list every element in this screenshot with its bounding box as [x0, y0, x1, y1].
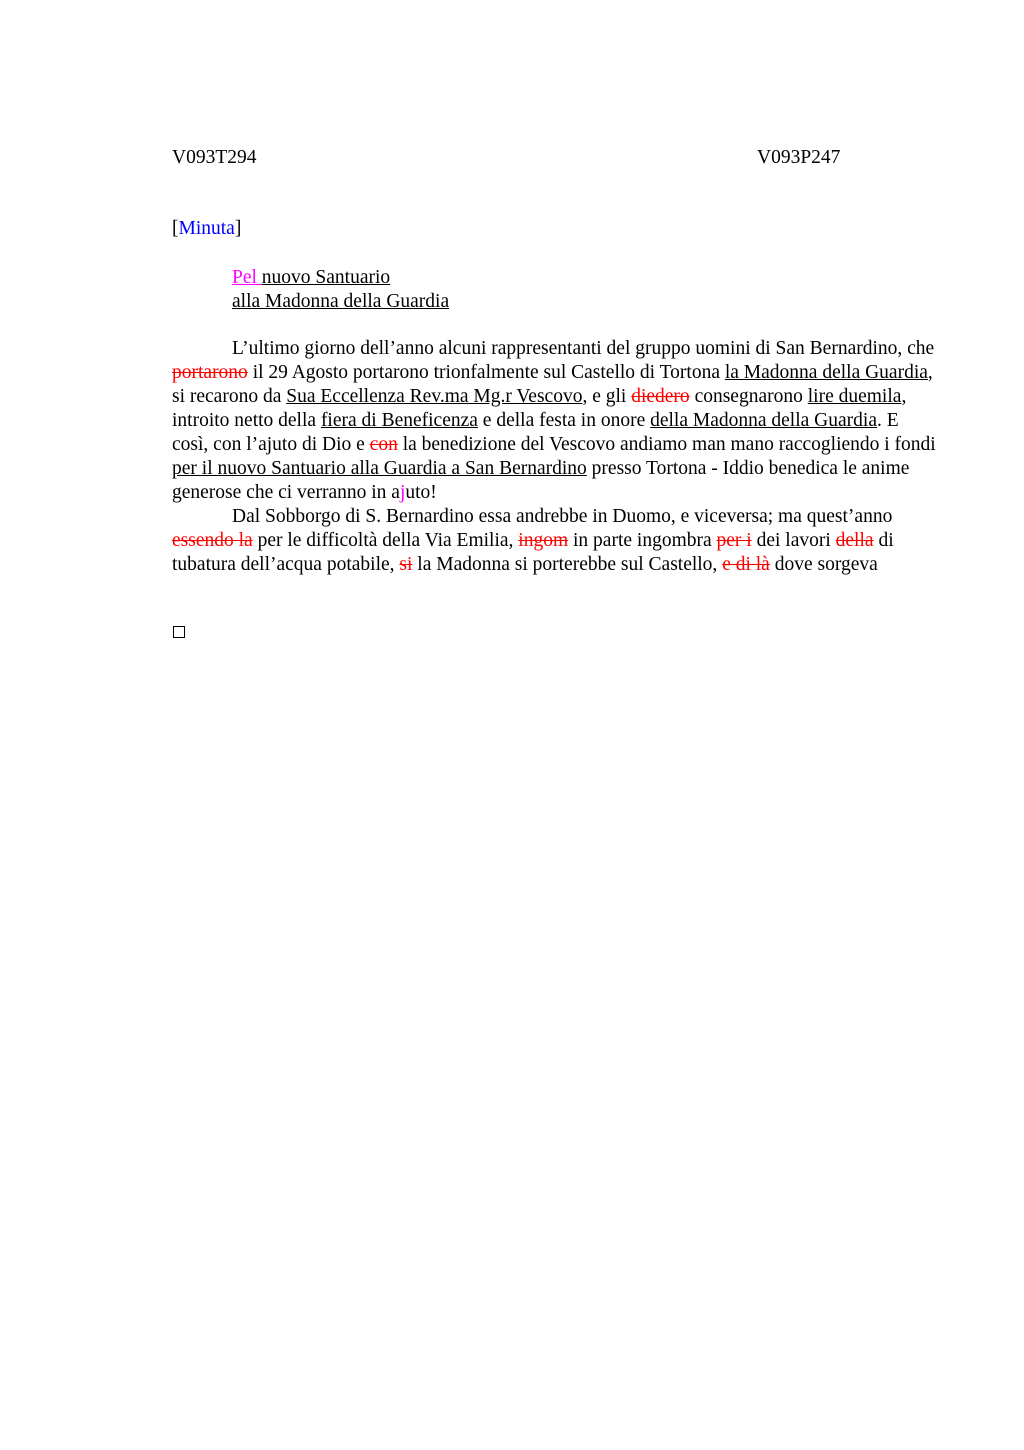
text-segment: per le difficoltà della Via Emilia,: [252, 530, 519, 551]
bracket-open: [: [172, 218, 179, 239]
document-body: [172, 337, 937, 577]
document-title: [232, 266, 449, 314]
text-segment: la benedizione del Vescovo andiamo man mano raccogliendo i fondi: [397, 434, 936, 455]
deleted-text: ingom: [518, 530, 569, 551]
paragraph-1: [172, 337, 937, 505]
text-segment: . E così, con l’ajuto di Dio e: [172, 410, 899, 455]
end-marker-box-icon: [173, 626, 185, 638]
bracket-close: ]: [234, 218, 242, 239]
underlined-text: fiera di Beneficenza: [320, 410, 478, 431]
text-segment: il 29 Agosto portarono trionfalmente sul Castello di Tortona: [247, 362, 725, 383]
deleted-text: della: [835, 530, 874, 551]
deleted-text: per i: [716, 530, 752, 551]
text-segment: , si recarono da: [172, 362, 933, 407]
page-code-right: V093P247: [757, 147, 841, 168]
title-line-1-text: nuovo Santuario: [261, 267, 391, 288]
text-segment: uto!: [405, 482, 437, 503]
label-minuta: Minuta: [178, 218, 235, 239]
underlined-text: Sua Eccellenza Rev.ma Mg.r Vescovo: [286, 386, 583, 407]
underlined-text: la Madonna della Guardia: [724, 362, 928, 383]
text-segment: e della festa in onore: [477, 410, 651, 431]
title-line-1: [232, 266, 449, 290]
underlined-text: per il nuovo Santuario alla Guardia a San Bernardino: [172, 458, 587, 479]
deleted-text: si: [399, 554, 413, 575]
inserted-letter: j: [399, 482, 406, 503]
text-segment: , introito netto della: [172, 386, 907, 431]
text-segment: presso Tortona - Iddio benedica le anime generose che ci verranno in a: [172, 458, 910, 503]
text-segment: la Madonna si porterebbe sul Castello,: [412, 554, 723, 575]
deleted-text: essendo la: [172, 530, 253, 551]
underlined-text: lire duemila: [807, 386, 902, 407]
deleted-text: portarono: [172, 362, 248, 383]
text-segment: L’ultimo giorno dell’anno alcuni rappresentanti del gruppo uomini di San Bernardino, che: [232, 338, 935, 359]
underlined-text: della Madonna della Guardia: [650, 410, 877, 431]
text-segment: in parte ingombra: [568, 530, 717, 551]
deleted-text: con: [369, 434, 398, 455]
title-insertion: Pel: [232, 267, 262, 288]
editorial-label: [172, 218, 241, 240]
deleted-text: e di là: [722, 554, 770, 575]
text-segment: , e gli: [582, 386, 632, 407]
title-line-2: [232, 290, 449, 314]
text-segment: consegnarono: [689, 386, 808, 407]
text-segment: Dal Sobborgo di S. Bernardino essa andrebbe in Duomo, e viceversa; ma quest’anno: [232, 506, 893, 527]
deleted-text: diedero: [631, 386, 690, 407]
text-segment: dove sorgeva: [769, 554, 878, 575]
title-line-2-text: alla Madonna della Guardia: [232, 291, 450, 312]
text-segment: dei lavori: [751, 530, 836, 551]
text-segment: di tubatura dell’acqua potabile,: [172, 530, 894, 575]
document-code-left: V093T294: [172, 147, 257, 168]
paragraph-2: [172, 505, 937, 577]
